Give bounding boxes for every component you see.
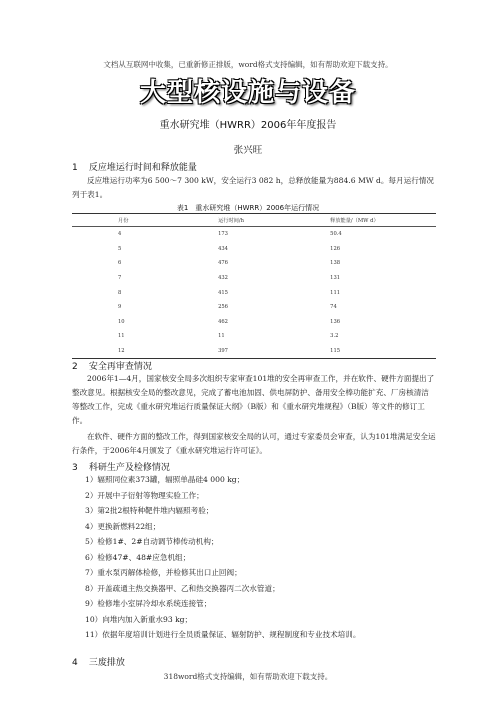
table-body <box>72 227 436 358</box>
list-item: 9）检修堆小室屏冷却水系统连接管； <box>85 599 212 608</box>
table-row <box>72 300 436 315</box>
section-2-paragraph-2: 在软件、硬件方面的整改工作，得到国家核安全局的认可，通过专家委员会审查，认为101堆满足安全运行条件，于2006年4月颁发了《重水研究堆运行许可证》。 <box>72 432 436 455</box>
table-row <box>72 242 436 257</box>
list-item: 2）开展中子衍射等物理实验工作； <box>85 490 204 500</box>
table-row <box>72 227 436 242</box>
table-cell: 5 <box>118 245 122 252</box>
footer-note: 318word格式支持编辑，如有帮助欢迎下载支持。 <box>163 672 333 681</box>
list-item: 4）更换新燃料22组； <box>85 521 161 531</box>
table-cell: 131 <box>330 275 341 282</box>
table-cell: 434 <box>218 245 228 252</box>
work-item-list <box>85 472 360 643</box>
section-1-paragraph: 反应堆运行功率为6 500～7 300 kW，安全运行3 082 h，总释放能量为884.6 MW d。每月运行情况列于表1。 <box>72 176 434 199</box>
section-2-paragraph-1: 2006年1—4月，国家核安全局多次组织专家审查101堆的安全再审查工作，并在软件、硬件方面提出了整改意见。根据核安全局的整改意见，完成了蓄电池加固、供电屏防护、备用安全棒功能扩充、厂房核清洁等整改工作，完成《重水研究堆运行质量保证大纲》（B版）和《重水研究堆规程》（B版）等文件的修订工作。 <box>72 374 435 425</box>
table-cell: 476 <box>218 260 228 267</box>
table-row <box>72 329 436 344</box>
section-4-heading <box>72 655 125 668</box>
section-number: 4 <box>72 658 78 668</box>
list-item: 6）检修47#、48#应急机组； <box>85 552 191 562</box>
table-cell: 11 <box>218 333 225 340</box>
section-title: 三废排放 <box>88 658 125 668</box>
table-cell: 138 <box>330 260 341 267</box>
table-row <box>72 285 436 300</box>
table-cell: 136 <box>330 318 341 325</box>
table-cell: 74 <box>330 304 337 311</box>
table-cell: 111 <box>330 289 341 296</box>
section-number: 3 <box>72 463 78 473</box>
table-cell: 12 <box>118 348 125 355</box>
table-header-row <box>72 214 436 227</box>
table-cell: 415 <box>218 289 228 296</box>
table-cell: 462 <box>218 318 228 325</box>
table-cell: 126 <box>330 245 341 252</box>
section-number: 1 <box>72 163 78 173</box>
list-item: 3）第2批2根特种靶件堆内辐照考验； <box>85 506 214 515</box>
list-item: 10）向堆内加入新重水93 kg； <box>85 614 193 624</box>
table-row <box>72 344 436 359</box>
table-cell: 397 <box>218 348 228 355</box>
list-item: 7）重水泵丙解体检修，并检修其出口止回阀； <box>85 568 242 577</box>
table-row <box>72 315 436 330</box>
section-2-heading <box>72 359 152 372</box>
table-caption: 表1 重水研究堆（HWRR）2006年运行情况 <box>176 204 320 212</box>
table-cell: 432 <box>218 275 228 282</box>
table-cell: 256 <box>218 304 228 311</box>
section-title: 安全再审查情况 <box>88 362 152 372</box>
list-item: 5）检修1#、2#自动调节棒传动机构； <box>85 537 219 546</box>
list-item: 8）开盖疏通主热交换器甲、乙和热交换器丙二次水管道； <box>85 583 280 593</box>
table-cell: 4 <box>118 231 122 238</box>
page-title: 大型核设施与设备 <box>139 78 356 108</box>
table-cell: 8 <box>118 289 122 296</box>
operation-table <box>72 213 436 359</box>
table-cell: 115 <box>330 348 341 355</box>
table-cell: 3.2 <box>330 333 339 340</box>
header-note: 文档从互联网中收集，已重新修正排版，word格式支持编辑，如有帮助欢迎下载支持。 <box>103 60 393 69</box>
table-cell: 11 <box>118 333 125 340</box>
table-cell: 9 <box>118 304 122 311</box>
table-cell: 50.4 <box>330 231 342 238</box>
section-1-heading <box>72 160 197 173</box>
table-cell: 173 <box>218 231 228 238</box>
column-header: 释放能量/（MW d） <box>330 217 379 224</box>
table-row <box>72 256 436 271</box>
table-row <box>72 271 436 286</box>
table-cell: 6 <box>118 260 122 267</box>
section-title: 科研生产及检修情况 <box>88 463 170 473</box>
column-header: 月份 <box>118 217 129 224</box>
table-cell: 10 <box>118 318 125 325</box>
table-cell: 7 <box>118 275 122 282</box>
section-title: 反应堆运行时间和释放能量 <box>88 163 197 173</box>
column-header: 运行时间/h <box>218 217 244 224</box>
author-name: 张兴旺 <box>233 145 263 156</box>
report-title: 重水研究堆（HWRR）2006年年度报告 <box>159 120 337 131</box>
list-item: 11）依据年度培训计划进行全员质量保证、辐射防护、规程制度和专业技术培训。 <box>85 630 361 639</box>
section-number: 2 <box>72 362 78 372</box>
list-item: 1）辐照同位素373罐，辐照单晶硅4 000 kg； <box>85 475 245 484</box>
